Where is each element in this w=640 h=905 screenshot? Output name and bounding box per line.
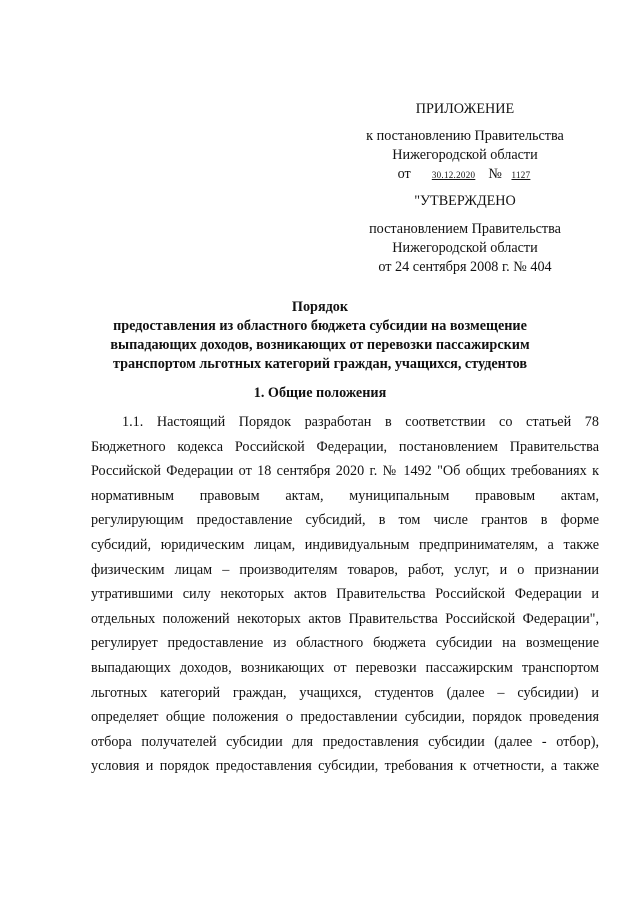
body-line: субсидий, юридическим лицам, индивидуальным предпринимателям, а также	[91, 536, 599, 553]
body-line: льготных категорий граждан, учащихся, студентов (далее – субсидии) и	[91, 684, 599, 701]
approved-title: "УТВЕРЖДЕНО	[414, 193, 516, 209]
appendix-title: ПРИЛОЖЕНИЕ	[415, 101, 515, 117]
document-title-line-3: выпадающих доходов, возникающих от перевозки пассажирским	[110, 337, 530, 353]
section-heading: 1. Общие положения	[253, 385, 387, 401]
body-line: отдельных положений некоторых актов Правительства Российской Федерации",	[91, 610, 599, 627]
body-line: утратившими силу некоторых актов Правительства Российской Федерации и	[91, 586, 599, 603]
body-line: Российской Федерации от 18 сентября 2020 г. № 1492 "Об общих требованиях к	[91, 463, 599, 480]
appendix-number: 1127	[511, 170, 531, 180]
appendix-date-line	[340, 165, 590, 185]
appendix-block	[340, 100, 590, 185]
body-line: определяет общие положения о предоставлении субсидии, порядок проведения	[91, 709, 599, 726]
document-title-line-4: транспортом льготных категорий граждан, учащихся, студентов	[112, 356, 528, 372]
body-line: физическим лицам – производителям товаров, работ, услуг, и о признании	[91, 561, 599, 578]
document-title	[80, 298, 560, 374]
approved-line-1: постановлением Правительства	[369, 221, 561, 237]
approved-line-2: Нижегородской области	[392, 240, 538, 256]
appendix-date: 30.12.2020	[431, 170, 476, 180]
appendix-number-sign: №	[488, 166, 502, 182]
body-text	[91, 410, 599, 779]
appendix-from-label: от	[397, 166, 411, 182]
approved-block	[340, 192, 590, 277]
body-line: регулирует предоставление из областного бюджета субсидии на возмещение	[91, 635, 599, 652]
appendix-line-2: Нижегородской области	[392, 147, 538, 163]
body-line: условия и порядок предоставления субсидии, требования к отчетности, а также	[91, 758, 599, 775]
body-line: выпадающих доходов, возникающих от перевозки пассажирским транспортом	[91, 659, 599, 676]
body-line: Бюджетного кодекса Российской Федерации, постановлением Правительства	[91, 438, 599, 455]
body-line: 1.1. Настоящий Порядок разработан в соответствии со статьей 78	[122, 414, 599, 430]
document-title-line-2: предоставления из областного бюджета субсидии на возмещение	[113, 318, 527, 334]
body-line: нормативным правовым актам, муниципальным правовым актам,	[91, 487, 599, 504]
body-line: отбора получателей субсидии для предоставления субсидии (далее - отбор),	[91, 733, 599, 750]
body-line: регулирующим предоставление субсидий, в том числе грантов в форме	[91, 512, 599, 529]
appendix-line-1: к постановлению Правительства	[366, 128, 564, 144]
document-title-line-1: Порядок	[291, 299, 349, 315]
approved-line-3: от 24 сентября 2008 г. № 404	[378, 259, 552, 275]
